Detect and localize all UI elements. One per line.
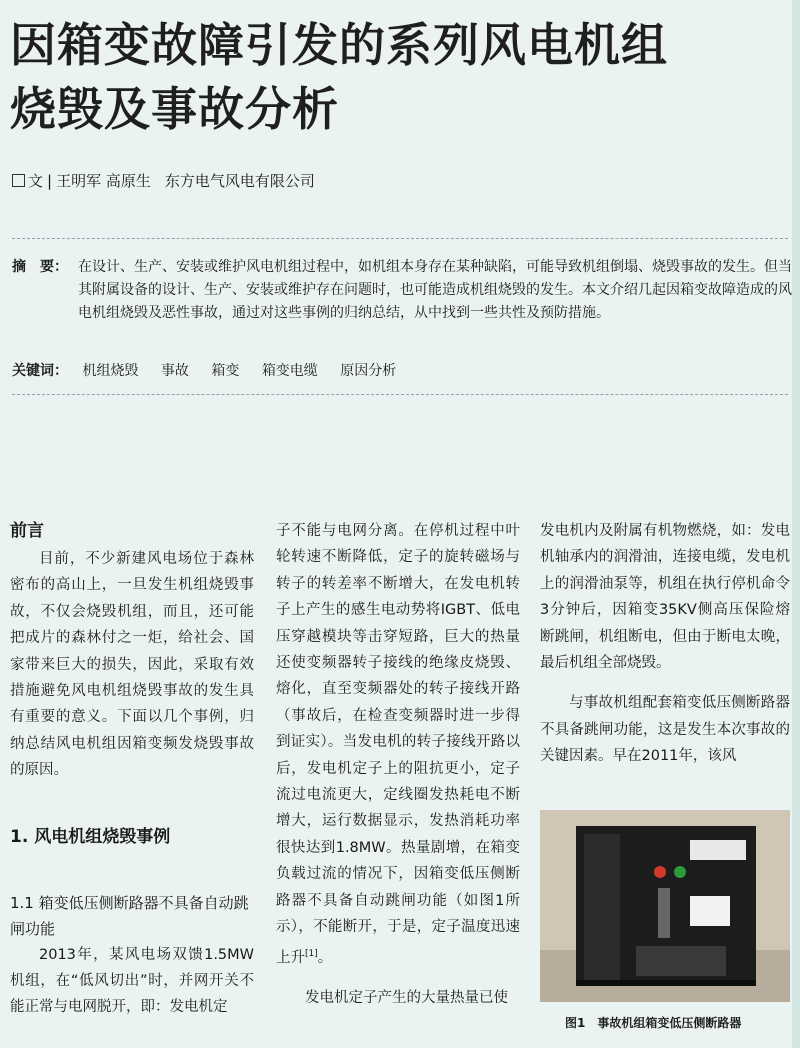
abstract-text: 在设计、生产、安装或维护风电机组过程中，如机组本身存在某种缺陷，可能导致机组倒塌、烧毁事故的发生。但当其附属设备的设计、生产、安装或维护存在问题时，也可能造成机组烧毁的发生。本文介绍几起因箱变故障造成的风电机组烧毁及恶性事故，通过对这些事例的归纳总结，从中找到一些共性及预防措施。 [78,259,792,321]
article-title-line-1: 因箱变故障引发的系列风电机组 [10,18,668,72]
section-1-heading: 1. 风电机组烧毁事例 [10,826,171,847]
section-1-1-paragraph: 2013年，某风电场双馈1.5MW机组，在“低风切出”时，并网开关不能正常与电网脱开，即：发电机定 [10,946,254,1016]
keyword-item: 事故 [160,363,189,379]
body-column-3 [540,518,790,770]
column-3-paragraph-2: 与事故机组配套箱变低压侧断路器不具备跳闸功能，这是发生本次事故的关键因素。早在2011年，该风 [540,695,790,765]
article-title-line-2: 烧毁及事故分析 [10,82,339,136]
breaker-cabinet-illustration [540,810,790,1002]
keywords-block [12,360,414,380]
keyword-item: 机组烧毁 [82,363,139,379]
keywords-bottom-divider [12,394,788,395]
byline: 文 | 王明军 高原生 东方电气风电有限公司 [12,170,315,191]
preface-heading: 前言 [10,521,44,541]
column-3-paragraph-1: 发电机内及附属有机物燃烧，如：发电机轴承内的润滑油，连接电缆，发电机上的润滑油泵等，机组在执行停机命令3分钟后，因箱变35KV侧高压保险熔断跳闸，机组断电，但由于断电太晚，最后机组全部烧毁。 [540,523,790,672]
body-column-1 [10,518,254,1021]
abstract-top-divider [12,238,788,239]
page-edge-strip [792,0,800,1048]
column-2-text: 子不能与电网分离。在停机过程中叶轮转速不断降低，定子的旋转磁场与转子的转差率不断增大，在发电机转子上产生的感生电动势将IGBT、低电压穿越模块等击穿短路，巨大的热量还使变频器转子接线的绝缘皮烧毁、熔化，直至变频器处的转子接线开路（事故后，在检查变频器时进一步得到证实）。当发电机的转子接线开路以后，发电机定子上的阻抗更小，定子流过电流更大，定线圈发热耗电不断增大，运行数据显示，发热消耗功率很快达到1.8MW。热量剧增，在箱变负载过流的情况下，因箱变低压侧断路器不具备自动跳闸功能（如图1所示），不能断开，于是，定子温度迅速上升 [276,523,520,966]
keyword-item: 原因分析 [340,363,397,379]
preface-paragraph: 目前，不少新建风电场位于森林密布的高山上，一旦发生机组烧毁事故，不仅会烧毁机组，而且，还可能把成片的森林付之一炬，给社会、国家带来巨大的损失，因此，采取有效措施避免风电机组烧毁事故的发生具有重要的意义。下面以几个事例，归纳总结风电机组因箱变频发烧毁事故的原因。 [10,551,254,779]
figure-1-photo [540,810,790,1002]
byline-prefix: 文 [28,172,44,190]
figure-1-caption: 图1 事故机组箱变低压侧断路器 [565,1016,742,1030]
keywords-label: 关键词： [12,363,68,379]
column-2-paragraph-2: 发电机定子产生的大量热量已使 [305,989,508,1006]
body-column-2 [276,518,520,1011]
abstract-block [12,256,792,325]
byline-box-icon [12,174,25,187]
column-2-paragraph-1 [276,518,520,971]
reference-marker: [1] [305,948,318,959]
byline-org: 东方电气风电有限公司 [164,172,315,190]
byline-authors: 王明军 高原生 [56,172,151,190]
column-2-text-end: 。 [317,949,333,966]
keyword-item: 箱变 [211,363,240,379]
keyword-item: 箱变电缆 [261,363,318,379]
section-1-1-heading: 1.1 箱变低压侧断路器不具备自动跳闸功能 [10,893,249,938]
abstract-label: 摘 要： [12,259,68,275]
